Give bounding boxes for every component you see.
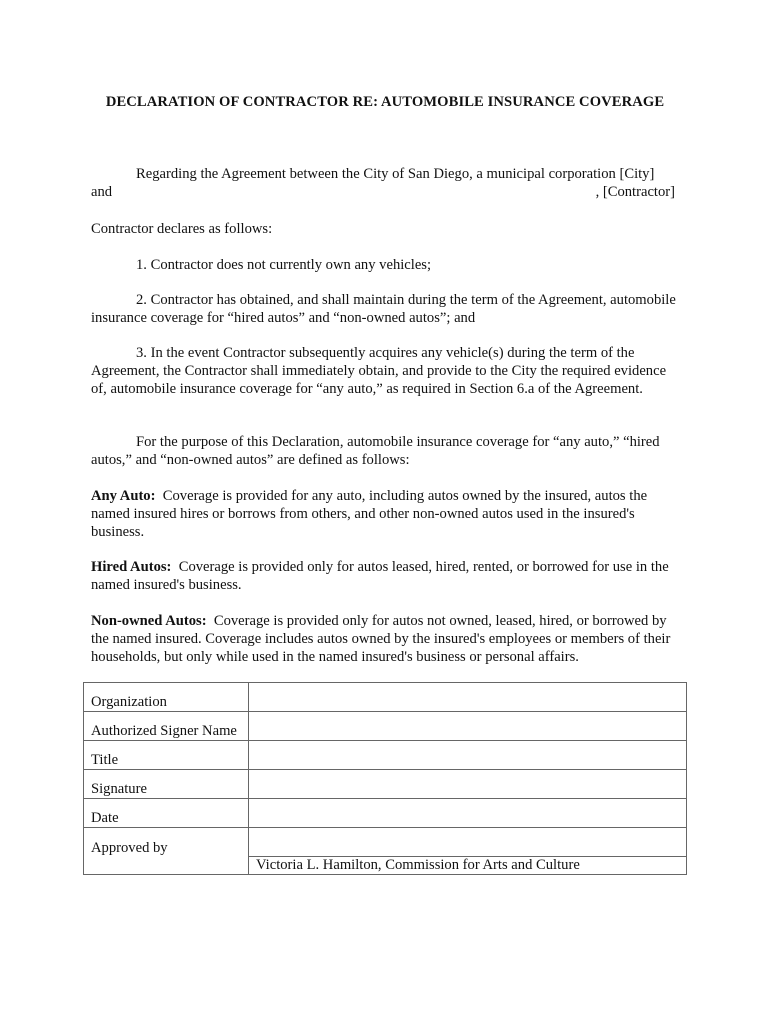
- table-row: [84, 741, 687, 770]
- signature-label: Signature: [84, 770, 249, 799]
- title-field[interactable]: [249, 741, 687, 770]
- organization-field[interactable]: [249, 683, 687, 712]
- purpose-paragraph: For the purpose of this Declaration, automobile insurance coverage for “any auto,” “hired autos,” and “non-owned autos” are defined as follows:: [91, 434, 660, 468]
- signature-field[interactable]: [249, 770, 687, 799]
- approver-blank-cell: [84, 857, 249, 875]
- item-3: 3. In the event Contractor subsequently acquires any vehicle(s) during the term of the Agreement, the Contractor shall immediately obtain, and provide to the City the required evidence of, automobile insurance coverage for “any auto,” as required in Section 6.a of the Agreement.: [91, 345, 667, 397]
- signature-table: [83, 682, 687, 875]
- title-label: Title: [84, 741, 249, 770]
- any-auto-term: Any Auto:: [91, 488, 156, 504]
- regarding-and-row: [91, 183, 675, 201]
- approver-name: Victoria L. Hamilton, Commission for Arts and Culture: [249, 857, 687, 875]
- table-row: [84, 857, 687, 875]
- signer-name-label: Authorized Signer Name: [84, 712, 249, 741]
- approved-by-label: Approved by: [84, 828, 249, 857]
- table-row: [84, 828, 687, 857]
- table-row: [84, 770, 687, 799]
- table-row: [84, 712, 687, 741]
- non-owned-autos-term: Non-owned Autos:: [91, 613, 207, 629]
- item-2: 2. Contractor has obtained, and shall maintain during the term of the Agreement, automobile insurance coverage for “hired autos” and “non-owned autos”; and: [91, 292, 676, 326]
- date-label: Date: [84, 799, 249, 828]
- hired-autos-definition: [91, 558, 681, 594]
- any-auto-definition: [91, 487, 681, 541]
- non-owned-autos-text: Coverage is provided only for autos not owned, leased, hired, or borrowed by the named insured. Coverage includes autos owned by the insured's employees or members of their households, but only while used in the named insured's business or personal affairs.: [91, 613, 671, 665]
- signer-name-field[interactable]: [249, 712, 687, 741]
- table-row: [84, 683, 687, 712]
- approved-by-field[interactable]: [249, 828, 687, 857]
- hired-autos-term: Hired Autos:: [91, 559, 172, 575]
- regarding-line: Regarding the Agreement between the City of San Diego, a municipal corporation [City]: [136, 166, 655, 182]
- contractor-text: , [Contractor]: [595, 184, 675, 200]
- declares-paragraph: Contractor declares as follows:: [91, 221, 273, 237]
- any-auto-text: Coverage is provided for any auto, including autos owned by the insured, autos the named insured hires or borrows from others, and other non-owned autos used in the insured's business.: [91, 488, 648, 540]
- date-field[interactable]: [249, 799, 687, 828]
- hired-autos-text: Coverage is provided only for autos leased, hired, rented, or borrowed for use in the named insured's business.: [91, 559, 669, 593]
- non-owned-autos-definition: [91, 612, 681, 666]
- table-row: [84, 799, 687, 828]
- item-1: 1. Contractor does not currently own any vehicles;: [136, 257, 432, 273]
- regarding-paragraph: [91, 165, 681, 201]
- and-text: and: [91, 184, 113, 200]
- document-title: DECLARATION OF CONTRACTOR RE: AUTOMOBILE INSURANCE COVERAGE: [105, 94, 665, 110]
- organization-label: Organization: [84, 683, 249, 712]
